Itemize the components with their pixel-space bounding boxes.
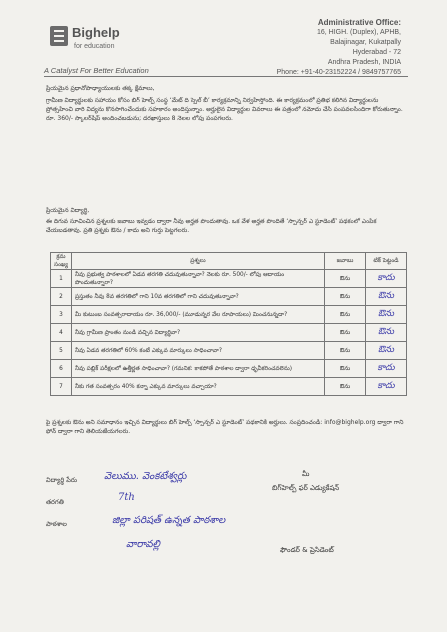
row-handwritten-mark: కాదు (366, 360, 407, 378)
signoff-line-1: మీ (302, 470, 310, 478)
table-row (51, 378, 407, 396)
brand-name: Bighelp (72, 25, 120, 40)
office-line-3: Hyderabad - 72 (352, 49, 401, 56)
class-label: తరగతి (46, 498, 64, 506)
office-phone: Phone: +91-40-23152224 / 9849757765 (276, 69, 401, 76)
school-label: పాఠశాల (46, 520, 67, 528)
header-question: ప్రశ్నలు (71, 253, 324, 270)
office-address (251, 18, 401, 78)
row-handwritten-mark: ఔను (366, 306, 407, 324)
header-answer: జవాబు (325, 253, 366, 270)
row-question: మీ కుటుంబ సంవత్సరాదాయం రూ. 36,000/- (మూడున్నర వేల రూపాయలు) మించనున్నదా? (71, 306, 324, 324)
row-answer: ఔను (325, 324, 366, 342)
row-number: 3 (51, 306, 72, 324)
row-question: నీకు గత సంవత్సరం 40% కన్నా ఎక్కువ మార్కులు వచ్చాయా? (71, 378, 324, 396)
row-answer: ఔను (325, 306, 366, 324)
question-table (50, 252, 407, 396)
row-question: నీవు ప్రభుత్వ పాఠశాలలో ఏడవ తరగతి చదువుతున్నావా? నెలకు రూ. 500/- లోపు ఆదాయం పొందుతున్నారా? (71, 270, 324, 288)
student-salutation: ప్రియమైన విద్యార్థి, (46, 207, 90, 214)
row-answer: ఔను (325, 288, 366, 306)
row-question: నీవు పబ్లిక్ పరీక్షలలో ఉత్తీర్ణత సాధించావా? (గమనిక: కాకపోతే పాఠశాల ద్వారా ధృవీకరించవలెను) (71, 360, 324, 378)
row-answer: ఔను (325, 360, 366, 378)
signoff-organisation: బిగ్‌హెల్ప్ ఫర్ ఎడ్యుకేషన్ (272, 484, 340, 492)
header-tick: టిక్ పెట్టండి (366, 253, 407, 270)
office-line-4: Andhra Pradesh, INDIA (327, 59, 401, 66)
header-number: క్రమ సంఖ్య (51, 253, 72, 270)
footer-paragraph: పై ప్రశ్నలకు ఔను అని సమాధానం ఇచ్చిన విద్యార్థులు బిగ్ హెల్ప్ ‘స్పాన్సర్ ఎ స్టూడెంట్’ పథకానికి అర్హులు. సంప్రదించండి: info@bighelp.org ద్వారా గాని ఫోన్ ద్వారా గాని తెలియజేయగలరు. (46, 419, 406, 435)
row-handwritten-mark: ఔను (366, 342, 407, 360)
tagline: A Catalyst For Better Education (44, 66, 149, 75)
row-handwritten-mark: ఔను (366, 288, 407, 306)
row-handwritten-mark: కాదు (366, 378, 407, 396)
row-number: 4 (51, 324, 72, 342)
row-question: ప్రస్తుతం నీవు 8వ తరగతిలో గాని 10వ తరగతిలో గాని చదువుతున్నావా? (71, 288, 324, 306)
row-number: 6 (51, 360, 72, 378)
salutation: ప్రియమైన ప్రధానోపాధ్యాయులకు తక్క క్షేమాలు, (46, 85, 155, 92)
name-label: విద్యార్థి పేరు (46, 476, 78, 484)
table-header-row (51, 253, 407, 270)
row-handwritten-mark: కాదు (366, 270, 407, 288)
row-number: 7 (51, 378, 72, 396)
signoff-title: ఫౌండర్ & ప్రెసిడెంట్ (280, 546, 334, 554)
row-number: 5 (51, 342, 72, 360)
table-row (51, 270, 407, 288)
office-title: Administrative Office: (317, 18, 401, 27)
intro-paragraph: గ్రామీణ విద్యార్థులకు సహాయం కోసం బిగ్ హెల్ప్ సంస్థ ‘మేట్ ది స్పెల్ బీ’ కార్యక్రమాన్ని నిర్వహిస్తోంది. ఈ కార్యక్రమంలో ప్రతిభ కలిగిన విద్యార్థులను ప్రోత్సహించి వారి విద్యను కొనసాగించేందుకు సహకారం అందిస్తున్నాం. అర్హులైన విద్యార్థుల వివరాలు ఈ పత్రంలో నమోదు చేసి పంపవలసిందిగా కోరుతున్నాం. రూ. 360/- స్కాలర్‌షిప్ అందించబడును; దరఖాస్తులు 8 నెలల లోపు పంపగలరు. (46, 97, 405, 122)
row-handwritten-mark: ఔను (366, 324, 407, 342)
header-divider (44, 76, 408, 77)
office-line-1: 16, HIGH. (Duplex), APHB, (316, 29, 401, 36)
place-handwritten: వారావల్లి (126, 539, 160, 550)
office-line-2: Balajinagar, Kukatpally (330, 39, 401, 46)
row-number: 1 (51, 270, 72, 288)
table-row (51, 360, 407, 378)
brand-subtitle: for education (74, 43, 115, 50)
table-row (51, 306, 407, 324)
class-handwritten: 7th (118, 492, 135, 503)
row-answer: ఔను (325, 342, 366, 360)
row-number: 2 (51, 288, 72, 306)
table-row (51, 288, 407, 306)
bighelp-logo-icon (50, 26, 68, 46)
school-handwritten: జిల్లా పరిషత్ ఉన్నత పాఠశాల (112, 515, 226, 526)
student-name-handwritten: వెలుము. వెంకటేశ్వర్లు (104, 471, 187, 482)
row-answer: ఔను (325, 378, 366, 396)
student-paragraph: ఈ దిగువ సూచించిన ప్రశ్నలకు జవాబు ఇవ్వడం ద్వారా నీవు అర్హత పొందుతావు. ఒక వేళ అర్హత పొందితే ‘స్పాన్సర్ ఎ స్టూడెంట్’ పథకంలో ఎంపిక చేయబడతావు. ప్రతి ప్రశ్నకు ఔను / కాదు అని గుర్తు పెట్టగలరు. (46, 218, 379, 234)
row-question: నీవు ఏడవ తరగతిలో 60% కంటే ఎక్కువ మార్కులు సాధించావా? (71, 342, 324, 360)
table-row (51, 324, 407, 342)
row-answer: ఔను (325, 270, 366, 288)
row-question: నీవు గ్రామీణ ప్రాంతం నుండి వచ్చిన విద్యార్థివా? (71, 324, 324, 342)
table-row (51, 342, 407, 360)
